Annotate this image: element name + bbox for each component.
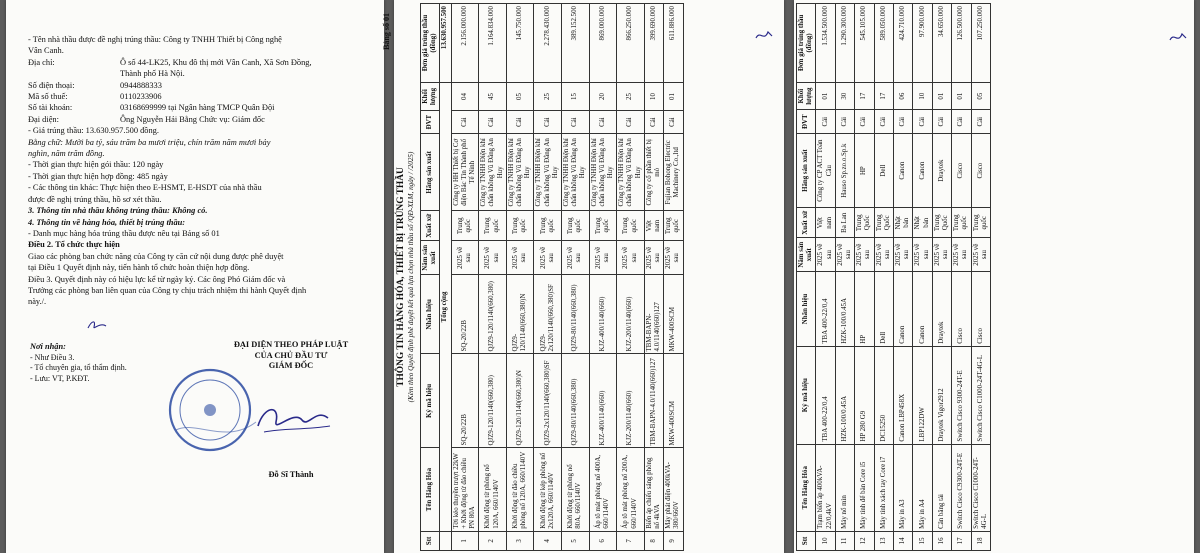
info-value: Ô số 44-LK25, Khu đô thị mới Vân Canh, Xã Sơn Đồng, [120,57,312,67]
table-row [617,4,645,551]
table-cell: 17 [855,82,874,110]
table-cell: TBM-BAPN-4.0/1140(660)127 [644,354,663,448]
price-in-words: Bằng chữ: Mười ba tỷ, sáu trăm ba mươi triệu, chín trăm năm mươi bảy [28,137,271,147]
column-header: Stt [797,531,816,550]
signature-title: CỦA CHỦ ĐẦU TƯ [254,350,328,360]
table-cell: 2025 về sau [617,241,645,275]
table-cell: 13 [874,531,893,550]
table-cell: Trung quốc [971,208,990,238]
article-2-heading: Điều 2. Tổ chức thực hiện [28,240,120,250]
table-cell: 2025 về sau [534,241,562,275]
table-cell: Công ty HH Thiết bị Cơ điện Bác Tín Thành phố Tế Ninh [451,134,479,211]
table-cell: 45 [479,83,507,111]
column-header: Hãng sản xuất [797,133,816,207]
table-cell: Trung quốc [562,211,590,241]
table-cell: Máy phát điện 400kVA-380/660V [664,448,683,531]
contractor-info-line [28,91,366,102]
table-row [932,4,951,551]
table-cell: 399.690.000 [644,4,663,83]
package-duration: - Thời gian thực hiện gói thầu: 120 ngày [28,160,164,170]
table-cell: 2025 về sau [816,238,835,272]
signature-icon [254,400,334,445]
table-cell: TBA 400-22/0,4 [816,346,835,444]
table-cell: 389.152.500 [562,4,590,83]
table-cell: Tời kéo thuyền trượt 22kW + Khởi động từ đảo chiều PN 80A [451,448,479,531]
table-cell: Switch Cisco C1000-24T-4G-L [971,444,990,531]
column-header: Khối lượng [797,82,816,110]
table-cell: 5 [562,531,590,550]
table-cell: Cái [534,110,562,134]
table-cell: 2025 về sau [664,241,683,275]
initial-mark [86,318,110,337]
table-cell: Cái [589,110,617,134]
table-cell: 2.278.430.000 [534,4,562,83]
column-header: Tên Hàng Hóa [797,444,816,531]
table-cell: 2025 về sau [835,238,854,272]
goods-table-2 [796,3,991,551]
table-row [664,4,683,551]
table-cell: Khởi động từ đảo chiều phòng nổ 120A, 660/1140V [506,448,534,531]
table-cell: Cái [913,110,932,133]
annotation-mark-icon [754,28,774,49]
article-2-text: Giao các phòng ban chức năng của Công ty căn cứ nội dung được phê duyệt [28,251,284,261]
table-cell: 107.250.000 [971,4,990,83]
table-cell: 1.290.300.000 [835,4,854,83]
table-cell: Cái [816,110,835,133]
table-cell: Việt nam [816,208,835,238]
info-label: Đại diện: [28,114,59,124]
table-row [644,4,663,551]
table-cell: Cái [874,110,893,133]
table-cell: 17 [952,531,971,550]
table-cell: 15 [562,83,590,111]
table-cell: Cái [932,110,951,133]
annotation-mark-icon [1168,30,1188,51]
table-cell: 2025 về sau [451,241,479,275]
column-header: Stt [421,531,440,550]
table-cell: 30 [835,82,854,110]
recipients-title: Nơi nhận: [30,342,66,351]
table-cell: QJZ9-120/1140(660,380)N [506,354,534,448]
column-header: Khối lượng [421,83,440,111]
table-cell: Fujian Bohong Electric Machinery Co.,ltd [664,134,683,211]
table-cell: 14 [894,531,913,550]
table-cell: 2025 về sau [952,238,971,272]
table-cell: Trung quốc [664,211,683,241]
table-cell: Cái [506,110,534,134]
table-cell: 2.156.000.000 [451,4,479,83]
table-cell: Cân băng tải [932,444,951,531]
table-cell: 16 [932,531,951,550]
article-3-text: này./. [28,297,47,307]
table-cell: Máy tính xách tay Core i7 [874,444,893,531]
table-cell: Ba Lan [835,208,854,238]
table-cell: 611.886.000 [664,4,683,83]
goods-table-page [382,0,784,553]
info-value: Ông Nguyễn Hải Bằng Chức vụ: Giám đốc [120,114,265,124]
contractor-info [28,57,366,125]
table-cell: Việt nam [644,211,663,241]
table-cell: HP [855,133,874,207]
table-cell: Cái [835,110,854,133]
winning-price: - Giá trúng thầu: 13.630.957.500 đồng. [28,126,159,136]
contractor-info-line [28,57,366,68]
goods-table [420,3,684,551]
table-row [451,4,479,551]
table-cell: 866.250.000 [617,4,645,83]
column-header: Nhãn hiệu [421,275,440,354]
losing-contractors: 3. Thông tin nhà thầu không trúng thầu: Không có. [28,206,208,216]
table-cell: Công ty CP ACT Toàn Cầu [816,133,835,207]
recipients-block [30,342,127,384]
signer-name: Đỗ Sĩ Thành [268,470,314,479]
info-label: Địa chỉ: [28,57,55,67]
info-label: Số tài khoản: [28,103,73,113]
price-in-words: nghìn, năm trăm đồng. [28,149,105,159]
table-cell: Draytek Vigor2912 [932,346,951,444]
table-cell: SQ-20/22B [451,354,479,448]
table-cell: Công ty TNHH Điện khí chấn không Vũ Đằng An Huy [562,134,590,211]
info-value: 0944888333 [120,80,162,90]
table-cell: 34.650.000 [932,4,951,83]
total-row [440,4,451,551]
table-cell: 1 [451,531,479,550]
table-cell: 2 [479,531,507,550]
recipient-item: - Tổ chuyên gia, tổ thẩm định. [30,363,127,372]
table-cell: 01 [816,82,835,110]
table-cell: 01 [952,82,971,110]
table-cell: QJZ9-80/1140(660,380) [562,275,590,354]
contractor-info-line [28,102,366,113]
column-header: Năm sản xuất [421,241,440,275]
table-cell: 2025 về sau [506,241,534,275]
table-cell: Cái [451,110,479,134]
table-cell: Dell [874,133,893,207]
table-cell: Cái [952,110,971,133]
table-cell: Công ty TNHH Điện khí chấn không Vũ Đằng An Huy [534,134,562,211]
table-cell: 3 [506,531,534,550]
table-cell: 2025 về sau [644,241,663,275]
table-cell: Máy in A4 [913,444,932,531]
table-cell: Draytek [932,133,951,207]
table-cell: TBA 400-22/0,4 [816,272,835,346]
table-cell: 10 [816,531,835,550]
table-cell: 145.750.000 [506,4,534,83]
column-header: Xuất xứ [421,211,440,241]
table-cell: SQ-20/22B [451,275,479,354]
table-cell: Khởi động từ phòng nổ 120A, 660/1140V [479,448,507,531]
table-cell: Biến áp chiếu sáng phòng nổ 4kVA [644,448,663,531]
table-cell: 17 [874,82,893,110]
contractor-info-line [28,114,366,125]
table-cell: Trung quốc [534,211,562,241]
table-cell: MKW-400SCM [664,354,683,448]
info-label: Mã số thuế: [28,92,68,102]
signature-title: GIÁM ĐỐC [268,361,314,370]
table-cell: Công ty TNHH Điện khí chấn không Vũ Đằng An Huy [589,134,617,211]
table-cell: QJZ9-80/1140(660,380) [562,354,590,448]
column-header: Tên Hàng Hóa [421,448,440,531]
table-cell: HZK-100/0.45A [835,346,854,444]
table-cell: 12 [855,531,874,550]
table-cell: Hauso Sp.zo.o.Sp.k [835,133,854,207]
table-row [913,4,932,551]
table-cell: 589.050.000 [874,4,893,83]
table-row [589,4,617,551]
table-cell: 06 [894,82,913,110]
table-cell: Công ty TNHH Điện khí chấn không Vũ Đằng An Huy [617,134,645,211]
table-row [506,4,534,551]
table-cell: QJZ9-2x120/1140(660,380)SF [534,354,562,448]
table-cell: 424.710.000 [894,4,913,83]
table-row [816,4,835,551]
table-cell: KJZ-200/1140(660) [617,354,645,448]
table-cell: 11 [835,531,854,550]
table-cell: Cái [664,110,683,134]
table-cell: 2025 về sau [562,241,590,275]
table-cell: Trung quốc [952,208,971,238]
table-cell: 25 [617,83,645,111]
table-cell: Cái [894,110,913,133]
column-header: Hãng sản xuất [421,134,440,211]
table-cell: Cái [479,110,507,134]
table-cell: 2025 về sau [479,241,507,275]
decision-page [6,0,384,553]
other-info: được đề nghị trúng thầu, hồ sơ xét thầu. [28,194,162,204]
column-header: Năm sản xuất [797,238,816,272]
table-cell: 18 [971,531,990,550]
table-cell: Nhật bản [894,208,913,238]
table-cell: KJZ-400/1140(660) [589,354,617,448]
goods-list-line: - Danh mục hàng hóa trúng thầu được nêu tại Bảng số 01 [28,228,220,238]
table-cell: 05 [971,82,990,110]
table-cell: Cisco [971,133,990,207]
table-cell: TBM-BAPN-4.0/1140(660)127 [644,275,663,354]
table-cell: Máy nổ mìn [835,444,854,531]
table-cell: Trung quốc [506,211,534,241]
table-cell: 545.105.000 [855,4,874,83]
column-header: Ký mã hiệu [797,346,816,444]
table-cell: 126.500.000 [952,4,971,83]
table-cell: 05 [506,83,534,111]
table-cell: QJZ9-120/1140(660,380) [479,275,507,354]
info-value: 0110233906 [120,92,162,102]
rotated-table-block-2 [796,3,991,551]
table-subtitle: (Kèm theo Quyết định phê duyệt kết quả lựa chọn nhà thầu số /QĐ-XLM, ngày / /2025) [407,151,415,403]
table-cell: HZK-100/0.45A [835,272,854,346]
table-cell: 1.164.834.000 [479,4,507,83]
column-header: Đơn giá trúng thầu (đồng) [797,4,816,83]
table-cell: Draytek [932,272,951,346]
table-cell: QJZ9-120/1140(660,380)N [506,275,534,354]
table-cell: 1.534.500.000 [816,4,835,83]
table-cell: Dell [874,272,893,346]
table-cell: HP 280 G9 [855,346,874,444]
table-cell: Cái [644,110,663,134]
table-cell: 8 [644,531,663,550]
table-row [855,4,874,551]
table-cell: 10 [913,82,932,110]
recipient-item: - Lưu: VT, P.KĐT. [30,373,90,383]
table-cell: Canon [894,272,913,346]
table-cell: 9 [664,531,683,550]
table-cell: 25 [534,83,562,111]
info-value: Thành phố Hà Nội. [120,69,185,79]
table-cell: 20 [589,83,617,111]
contractor-name-line: - Tên nhà thầu được đề nghị trúng thầu: Công ty TNHH Thiết bị Công nghệ [28,35,282,44]
table-header-row [421,4,440,551]
table-cell: 2025 về sau [894,238,913,272]
decision-body [28,34,366,308]
table-cell: Máy tính để bàn Core i5 [855,444,874,531]
table-row [562,4,590,551]
table-cell: Trung quốc [451,211,479,241]
column-header: Ký mã hiệu [421,354,440,448]
table-cell: DC15250 [874,346,893,444]
table-cell: Khởi động từ phòng nổ 80A, 660/1140V [562,448,590,531]
table-cell: 01 [932,82,951,110]
table-cell: Công ty cổ phần thiết bị mỏ [644,134,663,211]
info-label [28,68,120,79]
table-cell: 04 [451,83,479,111]
table-cell: Áp tô mát phòng nổ 400A, 660/1140V [589,448,617,531]
table-cell: KJZ-400/1140(660) [589,275,617,354]
table-cell: Cisco [952,272,971,346]
table-cell: Trung Quốc [874,208,893,238]
total-value: 13.630.957.500 [440,4,451,83]
table-cell: Nhật bản [913,208,932,238]
table-cell: 15 [913,531,932,550]
table-cell: 2025 về sau [589,241,617,275]
goods-table-page-2 [794,0,1194,553]
table-row [534,4,562,551]
article-3-text: Điều 3. Quyết định này có hiệu lực kể từ ngày ký. Các ông Phó Giám đốc và [28,274,286,284]
table-cell: Canon [894,133,913,207]
table-cell: Khởi động từ kép phòng nổ 2x120A, 660/1140V [534,448,562,531]
table-cell: Công ty TNHH Điện khí chấn không Vũ Đằng An Huy [506,134,534,211]
table-cell: 2025 về sau [855,238,874,272]
table-cell: KJZ-200/1140(660) [617,275,645,354]
table-cell: Trung quốc [589,211,617,241]
table-row [874,4,893,551]
column-header: Xuất xứ [797,208,816,238]
table-cell: 869.000.000 [589,4,617,83]
info-value: 03168699999 tại Ngân hàng TMCP Quân Đội [120,103,275,113]
signature-title: ĐẠI DIỆN THEO PHÁP LUẬT [233,340,349,349]
column-header: ĐVT [421,110,440,134]
table-cell: Công ty TNHH Điện khí chấn không Vũ Đằng An Huy [479,134,507,211]
table-row [971,4,990,551]
table-cell: Canon [913,272,932,346]
table-cell: QJZ9-2x120/1140(660,380)SF [534,275,562,354]
article-2-text: tại Điều 1 Quyết định này, tiến hành tổ chức hoàn thiện hợp đồng. [28,263,250,273]
table-cell: Trung Quốc [855,208,874,238]
table-cell: Trung quốc [617,211,645,241]
table-cell: HP [855,272,874,346]
goods-info-heading: 4. Thông tin về hàng hóa, thiết bị trúng thầu: [28,217,186,227]
table-cell: 6 [589,531,617,550]
table-cell: Canon [913,133,932,207]
table-cell: QJZ9-120/1140(660,380) [479,354,507,448]
table-cell: Cisco [952,133,971,207]
table-row [479,4,507,551]
table-cell: Cái [562,110,590,134]
total-label: Tổng cộng [440,83,451,532]
table-cell: 97.900.000 [913,4,932,83]
article-3-text: Trưởng các phòng ban liên quan của Công ty chịu trách nhiệm thi hành Quyết định [28,285,307,295]
table-header-row [797,4,816,551]
table-cell: 2025 về sau [971,238,990,272]
table-cell: 10 [644,83,663,111]
table-row [894,4,913,551]
column-header: Nhãn hiệu [797,272,816,346]
table-cell: Trung Quốc [932,208,951,238]
table-cell: LBP122DW [913,346,932,444]
column-header: Đơn giá trúng thầu (đồng) [421,4,440,83]
table-row [835,4,854,551]
table-cell: Cisco [971,272,990,346]
table-cell: Switch Cisco 9300-24T-E [952,346,971,444]
table-cell: Máy in A3 [894,444,913,531]
table-cell: Switch Cisco C1000-24T-4G-L [971,346,990,444]
other-info: - Các thông tin khác: Thực hiện theo E-HSMT, E-HSDT của nhà thầu [28,183,262,193]
table-cell: Cái [971,110,990,133]
table-cell: Switch Cisco C9300-24T-E [952,444,971,531]
recipient-item: - Như Điều 3. [30,352,75,362]
table-cell: 2025 về sau [932,238,951,272]
table-cell: 01 [664,83,683,111]
table-cell: 4 [534,531,562,550]
table-cell: 2025 về sau [874,238,893,272]
table-cell: Cái [855,110,874,133]
table-cell: 7 [617,531,645,550]
contractor-name-line: Vân Canh. [28,46,64,56]
cell [440,531,451,550]
table-cell: Áp tô mát phòng nổ 200A, 660/1140V [617,448,645,531]
contract-duration: - Thời gian thực hiện hợp đồng: 485 ngày [28,171,168,181]
info-label: Số điện thoại: [28,80,75,90]
table-cell: MKW-400SCM [664,275,683,354]
table-cell: Trạm biến áp 400kVA-22/0,4kV [816,444,835,531]
rotated-table-block [382,3,684,551]
table-label: Bảng số 01 [382,13,391,50]
table-title: THÔNG TIN HÀNG HÓA, THIẾT BỊ TRÚNG THẦU [396,167,406,387]
table-cell: Canon LBP458X [894,346,913,444]
table-cell: Cái [617,110,645,134]
table-cell: Trung quốc [479,211,507,241]
contractor-info-line [28,68,366,79]
column-header: ĐVT [797,110,816,133]
table-cell: 2025 về sau [913,238,932,272]
table-row [952,4,971,551]
contractor-info-line [28,80,366,91]
